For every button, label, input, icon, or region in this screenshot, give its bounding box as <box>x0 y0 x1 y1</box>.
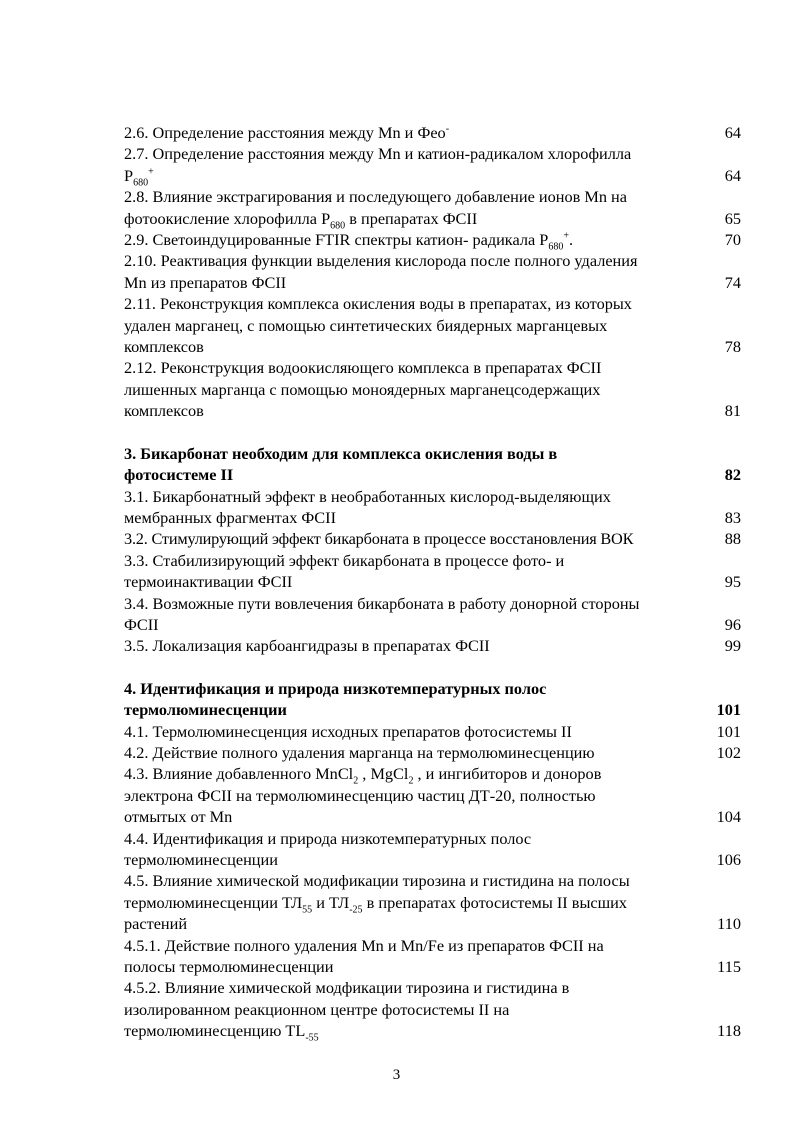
toc-entry: 2.11. Реконструкция комплекса окисления воды в препаратах, из которых удален марганец, с помощью синтетических биядерных марганцевых комплексов 78 <box>124 294 741 357</box>
page-ref: 101 <box>716 700 741 720</box>
page-ref: 115 <box>717 957 741 977</box>
toc-entry: 2.9. Светоиндуцированные FTIR спектры катион- радикала $P_{680}^+$. 70 <box>124 230 741 253</box>
toc-entry: 3.3. Стабилизирующий эффект бикарбоната в процессе фото- и термоинактивации ФСII 95 <box>124 550 741 592</box>
toc-entry: 3.4. Возможные пути вовлечения бикарбоната в работу донорной стороны ФСII 96 <box>124 593 741 634</box>
toc-chapter-heading: 3. Бикарбонат необходим для комплекса окисления воды в фотосистеме II 82 <box>124 443 741 485</box>
page-ref: 95 <box>724 572 741 592</box>
page-ref: 88 <box>724 529 741 549</box>
page-ref: 104 <box>716 807 741 827</box>
toc-entry: 4.5.1. Действие полного удаления Mn и Mn/Fe из препаратов ФСII на полосы термолюминесценции 115 <box>124 935 741 977</box>
page-ref: 96 <box>724 614 741 634</box>
toc-entry: 2.7. Определение расстояния между Mn и катион-радикалом хлорофилла $P_{680}^+$ 64 <box>124 144 741 189</box>
toc-entry: 3.2. Стимулирующий эффект бикарбоната в процессе восстановления ВОК 88 <box>124 529 741 549</box>
page-ref: 81 <box>724 401 741 421</box>
table-of-contents <box>124 122 741 1042</box>
page-ref: 64 <box>724 165 741 185</box>
toc-entry: 4.5. Влияние химической модификации тирозина и гистидина на полосы термолюминесценции $ТЛ_{55}$ и $ТЛ_{-25}$ в препаратах фотосистемы II высших растений 110 <box>124 871 741 934</box>
page-ref: 64 <box>724 123 741 142</box>
page-ref: 110 <box>717 914 741 934</box>
toc-entry: 4.3. Влияние добавленного MnCl$_2$ , MgCl$_2$ , и ингибиторов и доноров электрона ФСII на термолюминесценцию частиц ДТ-20, полностью отмытых от Mn 104 <box>124 764 741 827</box>
toc-entry: 2.10. Реактивация функции выделения кислорода после полного удаления Mn из препаратов ФСII 74 <box>124 251 741 292</box>
page-ref: 70 <box>724 230 741 250</box>
toc-entry: 2.12. Реконструкция водоокисляющего комплекса в препаратах ФСII лишенных марганца с помощью моноядерных марганецсодержащих комплексов 81 <box>124 358 741 421</box>
page-ref: 83 <box>724 507 741 527</box>
toc-chapter-heading: 4. Идентификация и природа низкотемпературных полос термолюминесценции 101 <box>124 678 741 720</box>
page-ref: 82 <box>724 465 741 485</box>
toc-entry: 2.8. Влияние экстрагирования и последующего добавление ионов Mn на фотоокисление хлорофилла $P_{680}$ в препаратах ФСII 65 <box>124 187 741 231</box>
toc-entry: 3.1. Бикарбонатный эффект в необработанных кислород-выделяющих мембранных фрагментах ФСII 83 <box>124 486 741 527</box>
page-ref: 118 <box>717 1021 741 1041</box>
page-ref: 101 <box>716 721 741 741</box>
page-ref: 106 <box>716 850 741 869</box>
toc-entry: 4.4. Идентификация и природа низкотемпературных полос термолюминесценции 106 <box>124 828 741 869</box>
page-ref: 99 <box>724 636 741 656</box>
page-ref: 78 <box>724 337 741 357</box>
page-ref: 65 <box>724 208 741 228</box>
toc-entry: 4.1. Термолюминесценция исходных препаратов фотосистемы II 101 <box>124 721 741 741</box>
page-number: 3 <box>392 1067 401 1083</box>
toc-entry: 4.5.2. Влияние химической модфикации тирозина и гистидина в изолированном реакционном центре фотосистемы II на термолюминесценцию $TL_{-55}$ 118 <box>124 978 741 1044</box>
page-ref: 102 <box>716 742 741 762</box>
toc-entry: 4.2. Действие полного удаления марганца на термолюминесценцию 102 <box>124 742 741 762</box>
page-ref: 74 <box>724 272 741 292</box>
toc-entry: 3.5. Локализация карбоангидразы в препаратах ФСII 99 <box>124 636 741 656</box>
toc-entry: 2.6. Определение расстояния между Mn и Фео- 64 <box>124 123 741 142</box>
